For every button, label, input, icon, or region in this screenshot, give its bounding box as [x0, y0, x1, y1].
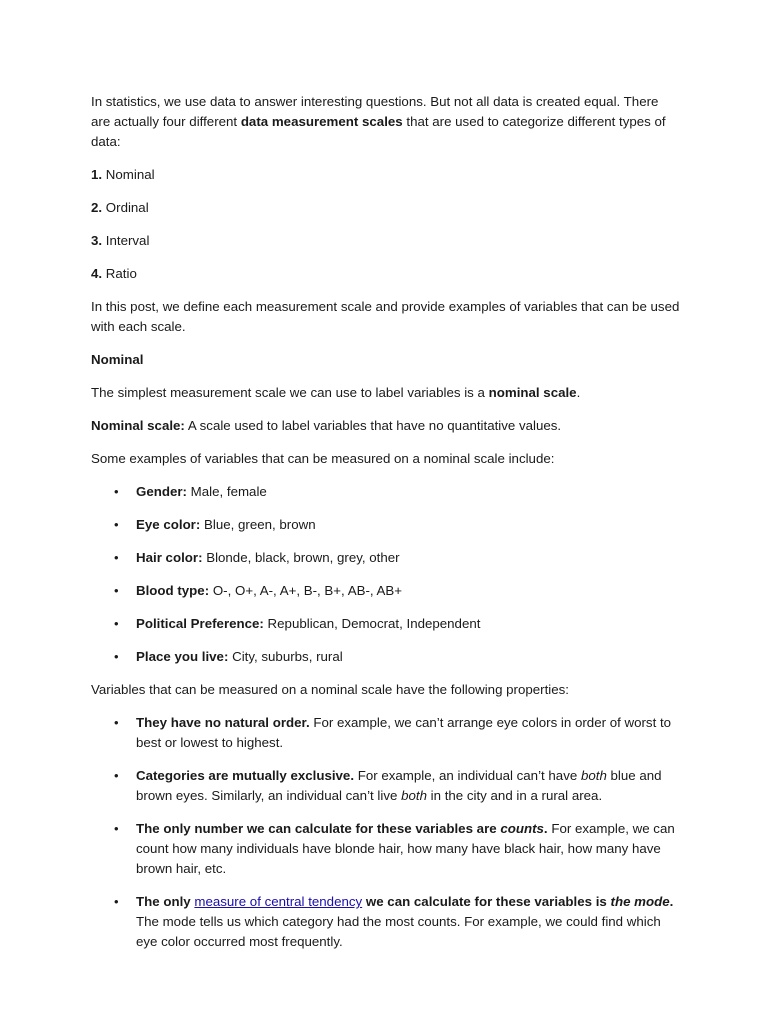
- bullet-icon: •: [114, 583, 119, 598]
- list-item: [91, 892, 681, 952]
- example-value: Republican, Democrat, Independent: [263, 616, 481, 631]
- intro-text: In statistics, we use data to answer interesting questions. But not all data is created equal. There are actually four different: [91, 94, 659, 129]
- bold-term: nominal scale: [488, 385, 577, 400]
- bullet-icon: •: [114, 616, 119, 631]
- property-term: The only: [136, 894, 195, 909]
- list-item: [91, 515, 681, 535]
- simplest-scale-paragraph: [91, 383, 681, 403]
- definition-term: Nominal scale:: [91, 418, 185, 433]
- punctuation: .: [576, 385, 581, 400]
- list-item: [91, 647, 681, 667]
- property-term: They have no natural order.: [136, 715, 310, 730]
- emphasis-text: both: [580, 768, 607, 783]
- scale-number: 1.: [91, 167, 103, 182]
- property-term: The only number we can calculate for these variables are: [136, 821, 501, 836]
- property-text: For example, we can count how many individuals have blonde hair, how many have black hair, how many have brown hair, etc.: [136, 821, 675, 876]
- scale-label: Nominal: [105, 167, 155, 182]
- punctuation: .: [669, 894, 674, 909]
- example-term: Gender:: [136, 484, 187, 499]
- property-text: The mode tells us which category had the most counts. For example, we could find which eye color occurred most frequently.: [136, 914, 661, 949]
- emphasis-text: the mode: [610, 894, 670, 909]
- property-text: blue and brown eyes. Similarly, an individual can’t live: [136, 768, 662, 803]
- list-item: [91, 548, 681, 568]
- scale-label: Ratio: [105, 266, 137, 281]
- examples-intro: Some examples of variables that can be measured on a nominal scale include:: [91, 451, 555, 466]
- section-heading-nominal: [91, 350, 681, 370]
- scale-item-ordinal: [91, 198, 681, 218]
- examples-list: [91, 482, 681, 667]
- list-item: [91, 614, 681, 634]
- article-body: [91, 92, 681, 965]
- definition-text: A scale used to label variables that have no quantitative values.: [184, 418, 562, 433]
- scale-number: 3.: [91, 233, 103, 248]
- example-value: Male, female: [186, 484, 267, 499]
- heading-text: Nominal: [91, 352, 144, 367]
- property-text: in the city and in a rural area.: [426, 788, 603, 803]
- nominal-definition: [91, 416, 681, 436]
- bullet-icon: •: [114, 649, 119, 664]
- example-value: O-, O+, A-, A+, B-, B+, AB-, AB+: [209, 583, 403, 598]
- example-term: Political Preference:: [136, 616, 264, 631]
- punctuation: .: [543, 821, 548, 836]
- properties-list: [91, 713, 681, 952]
- intro-bold-text: data measurement scales: [240, 114, 403, 129]
- bullet-icon: •: [114, 715, 119, 730]
- post-description: In this post, we define each measurement scale and provide examples of variables that can be used with each scale.: [91, 299, 680, 334]
- property-text: For example, we can’t arrange eye colors in order of worst to best or lowest to highest.: [136, 715, 672, 750]
- bullet-icon: •: [114, 821, 119, 836]
- scale-item-nominal: [91, 165, 681, 185]
- scale-label: Interval: [105, 233, 150, 248]
- example-term: Place you live:: [136, 649, 229, 664]
- example-term: Hair color:: [136, 550, 203, 565]
- list-item: [91, 482, 681, 502]
- scale-number: 4.: [91, 266, 103, 281]
- example-value: City, suburbs, rural: [228, 649, 343, 664]
- example-term: Eye color:: [136, 517, 201, 532]
- property-term: Categories are mutually exclusive.: [136, 768, 355, 783]
- property-term: we can calculate for these variables is: [362, 894, 611, 909]
- scale-label: Ordinal: [105, 200, 149, 215]
- central-tendency-link[interactable]: measure of central tendency: [194, 894, 363, 909]
- property-text: For example, an individual can’t have: [354, 768, 581, 783]
- list-item: [91, 713, 681, 753]
- intro-text-end: that are used to categorize different types of data:: [91, 114, 666, 149]
- emphasis-text: counts: [500, 821, 544, 836]
- scale-item-interval: [91, 231, 681, 251]
- scale-number: 2.: [91, 200, 103, 215]
- bullet-icon: •: [114, 550, 119, 565]
- intro-paragraph: [91, 92, 681, 152]
- bullet-icon: •: [114, 894, 119, 909]
- bullet-icon: •: [114, 484, 119, 499]
- bullet-icon: •: [114, 768, 119, 783]
- list-item: [91, 766, 681, 806]
- emphasis-text: both: [401, 788, 427, 803]
- example-term: Blood type:: [136, 583, 210, 598]
- properties-intro: Variables that can be measured on a nominal scale have the following properties:: [91, 682, 569, 697]
- bullet-icon: •: [114, 517, 119, 532]
- scale-item-ratio: [91, 264, 681, 284]
- example-value: Blonde, black, brown, grey, other: [202, 550, 400, 565]
- example-value: Blue, green, brown: [200, 517, 316, 532]
- list-item: [91, 581, 681, 601]
- paragraph-text: The simplest measurement scale we can use to label variables is a: [91, 385, 489, 400]
- list-item: [91, 819, 681, 879]
